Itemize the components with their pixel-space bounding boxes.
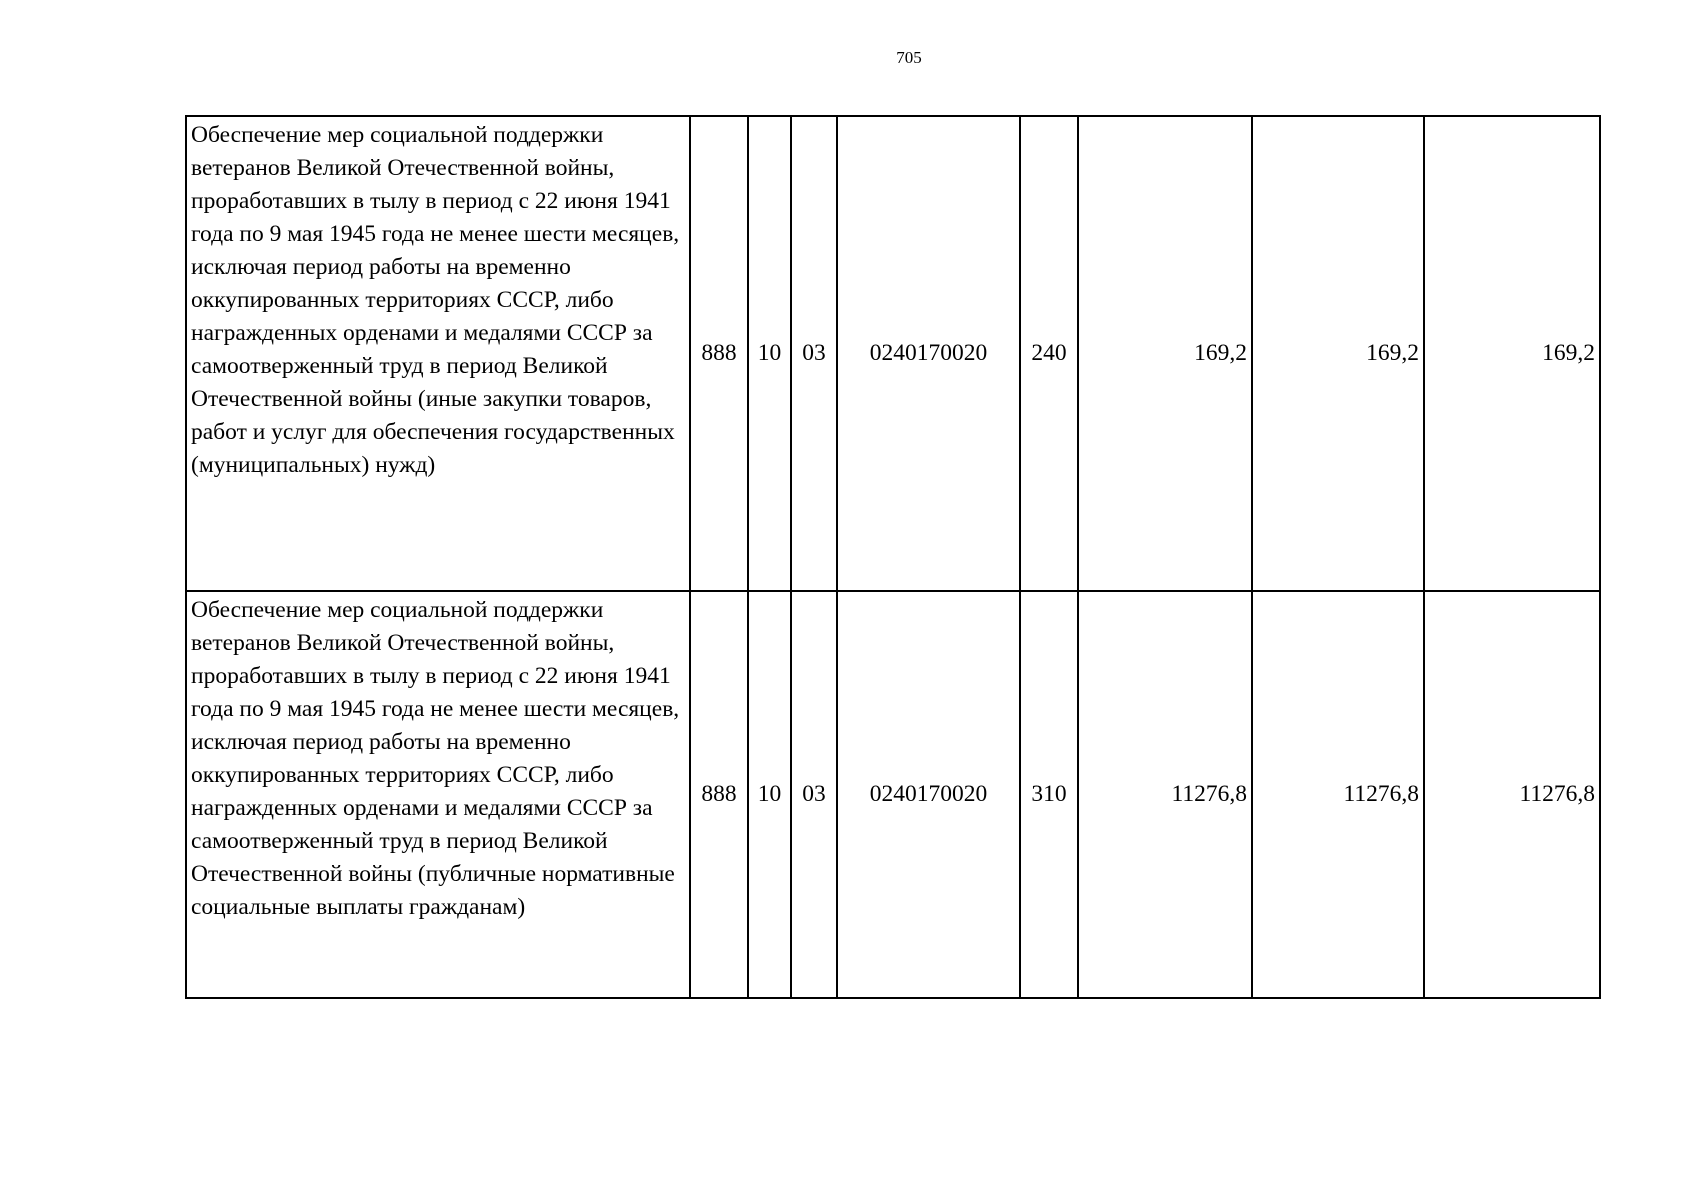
page-number: 705 <box>896 48 922 67</box>
amount-cell: 169,2 <box>1252 116 1424 591</box>
subsection-code: 03 <box>791 116 837 591</box>
table-row <box>186 116 1600 591</box>
section-code: 10 <box>748 116 791 591</box>
target-article-code: 0240170020 <box>837 591 1020 998</box>
table-row <box>186 591 1600 998</box>
target-article-code: 0240170020 <box>837 116 1020 591</box>
section-code: 10 <box>748 591 791 998</box>
ministry-code: 888 <box>690 116 748 591</box>
amount-cell: 169,2 <box>1424 116 1600 591</box>
amount-cell: 11276,8 <box>1078 591 1252 998</box>
budget-table <box>185 115 1601 999</box>
amount-cell: 169,2 <box>1078 116 1252 591</box>
expense-description: Обеспечение мер социальной поддержки ветеранов Великой Отечественной войны, проработавших в тылу в период с 22 июня 1941 года по 9 мая 1945 года не менее шести месяцев, исключая период работы на временно оккупированных территориях СССР, либо награжденных орденами и медалями СССР за самоотверженный труд в период Великой Отечественной войны (иные закупки товаров, работ и услуг для обеспечения государственных (муниципальных) нужд) <box>186 116 690 591</box>
amount-cell: 11276,8 <box>1252 591 1424 998</box>
amount-cell: 11276,8 <box>1424 591 1600 998</box>
expense-description: Обеспечение мер социальной поддержки ветеранов Великой Отечественной войны, проработавших в тылу в период с 22 июня 1941 года по 9 мая 1945 года не менее шести месяцев, исключая период работы на временно оккупированных территориях СССР, либо награжденных орденами и медалями СССР за самоотверженный труд в период Великой Отечественной войны (публичные нормативные социальные выплаты гражданам) <box>186 591 690 998</box>
expense-type-code: 240 <box>1020 116 1078 591</box>
expense-type-code: 310 <box>1020 591 1078 998</box>
ministry-code: 888 <box>690 591 748 998</box>
subsection-code: 03 <box>791 591 837 998</box>
